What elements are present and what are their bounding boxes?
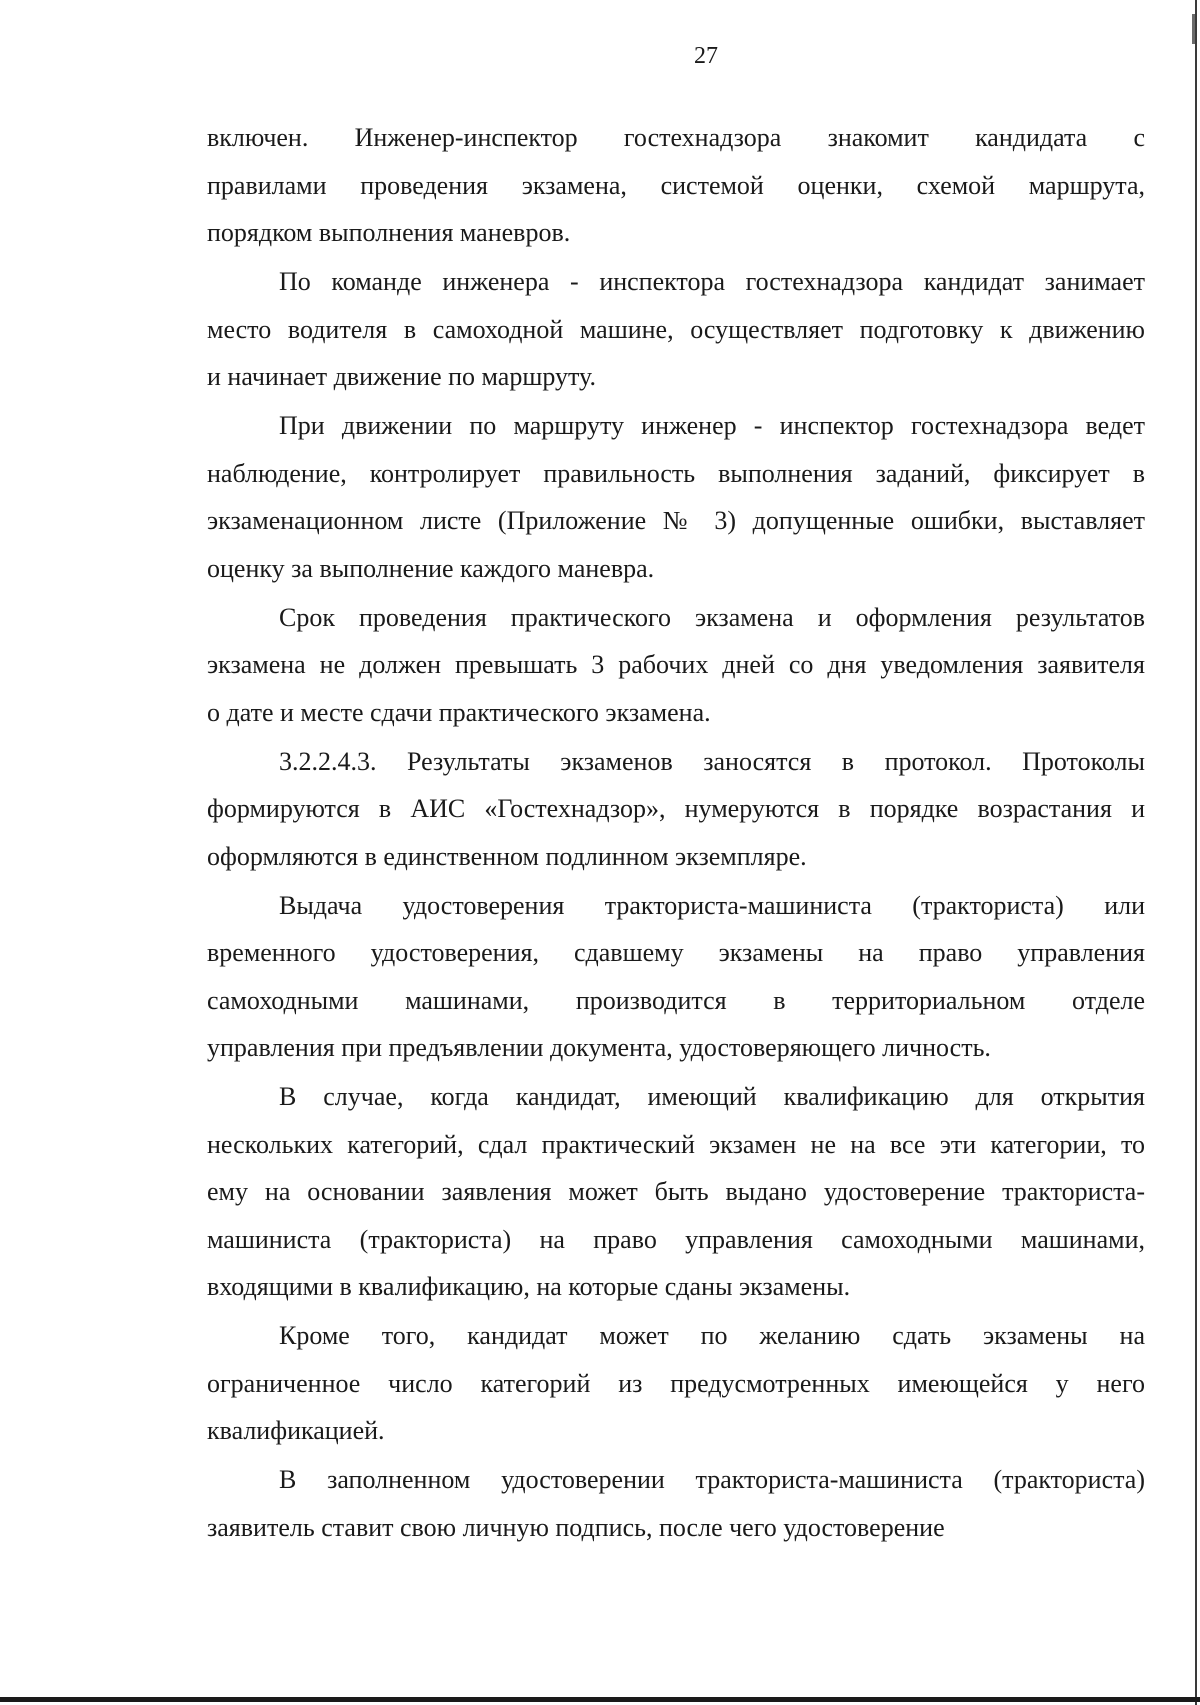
text-line: нескольких категорий, сдал практический экзамен не на все эти категории, то bbox=[207, 1129, 1145, 1159]
scan-edge-right bbox=[1195, 0, 1197, 1705]
text-line: о дате и месте сдачи практического экзамена. bbox=[207, 697, 711, 727]
text-line: оформляются в единственном подлинном экземпляре. bbox=[207, 841, 807, 871]
text-line: экзаменационном листе (Приложение № 3) допущенные ошибки, выставляет bbox=[207, 506, 1145, 535]
text-line: порядком выполнения маневров. bbox=[207, 218, 571, 247]
paragraph bbox=[207, 1312, 1145, 1455]
paragraph bbox=[207, 114, 1145, 257]
page-number: 27 bbox=[694, 43, 718, 69]
paragraph bbox=[207, 882, 1145, 1072]
text-line: Выдача удостоверения тракториста-машиниста (тракториста) или bbox=[279, 890, 1145, 920]
scan-edge-mark bbox=[1192, 14, 1195, 44]
text-line: временного удостоверения, сдавшему экзамены на право управления bbox=[207, 938, 1145, 967]
paragraph bbox=[207, 1073, 1145, 1311]
text-line: В заполненном удостоверении тракториста-машиниста (тракториста) bbox=[279, 1465, 1145, 1494]
text-line: Кроме того, кандидат может по желанию сдать экзамены на bbox=[279, 1321, 1145, 1350]
text-line: ему на основании заявления может быть выдано удостоверение тракториста- bbox=[207, 1177, 1145, 1206]
text-line: включен. Инженер-инспектор гостехнадзора знакомит кандидата с bbox=[207, 123, 1145, 152]
text-line: и начинает движение по маршруту. bbox=[207, 362, 596, 391]
text-line: 3.2.2.4.3. Результаты экзаменов заносятся в протокол. Протоколы bbox=[279, 746, 1145, 776]
paragraph bbox=[207, 402, 1145, 592]
text-line: квалификацией. bbox=[207, 1416, 385, 1445]
text-line: формируются в АИС «Гостехнадзор», нумеруются в порядке возрастания и bbox=[207, 794, 1145, 823]
paragraph bbox=[207, 258, 1145, 401]
text-line: При движении по маршруту инженер - инспектор гостехнадзора ведет bbox=[279, 411, 1145, 440]
text-line: заявитель ставит свою личную подпись, после чего удостоверение bbox=[207, 1512, 945, 1542]
text-line: входящими в квалификацию, на которые сданы экзамены. bbox=[207, 1272, 851, 1301]
paragraph bbox=[207, 738, 1145, 881]
document-body bbox=[207, 114, 1145, 1551]
text-line: ограниченное число категорий из предусмотренных имеющейся у него bbox=[207, 1368, 1145, 1398]
text-line: экзамена не должен превышать 3 рабочих дней со дня уведомления заявителя bbox=[207, 650, 1145, 679]
text-line: В случае, когда кандидат, имеющий квалификацию для открытия bbox=[279, 1082, 1145, 1111]
text-line: самоходными машинами, производится в территориальном отделе bbox=[207, 985, 1145, 1015]
paragraph bbox=[207, 1456, 1145, 1551]
text-line: управления при предъявлении документа, удостоверяющего личность. bbox=[207, 1033, 991, 1062]
text-line: правилами проведения экзамена, системой оценки, схемой маршрута, bbox=[207, 170, 1145, 200]
text-line: оценку за выполнение каждого маневра. bbox=[207, 553, 655, 583]
text-line: место водителя в самоходной машине, осуществляет подготовку к движению bbox=[207, 314, 1145, 344]
text-line: машиниста (тракториста) на право управления самоходными машинами, bbox=[207, 1224, 1145, 1254]
text-line: По команде инженера - инспектора гостехнадзора кандидат занимает bbox=[279, 267, 1145, 296]
paragraph bbox=[207, 594, 1145, 737]
text-line: наблюдение, контролирует правильность выполнения заданий, фиксирует в bbox=[207, 458, 1145, 488]
scan-edge-bottom bbox=[0, 1697, 1200, 1702]
text-line: Срок проведения практического экзамена и оформления результатов bbox=[279, 602, 1145, 632]
